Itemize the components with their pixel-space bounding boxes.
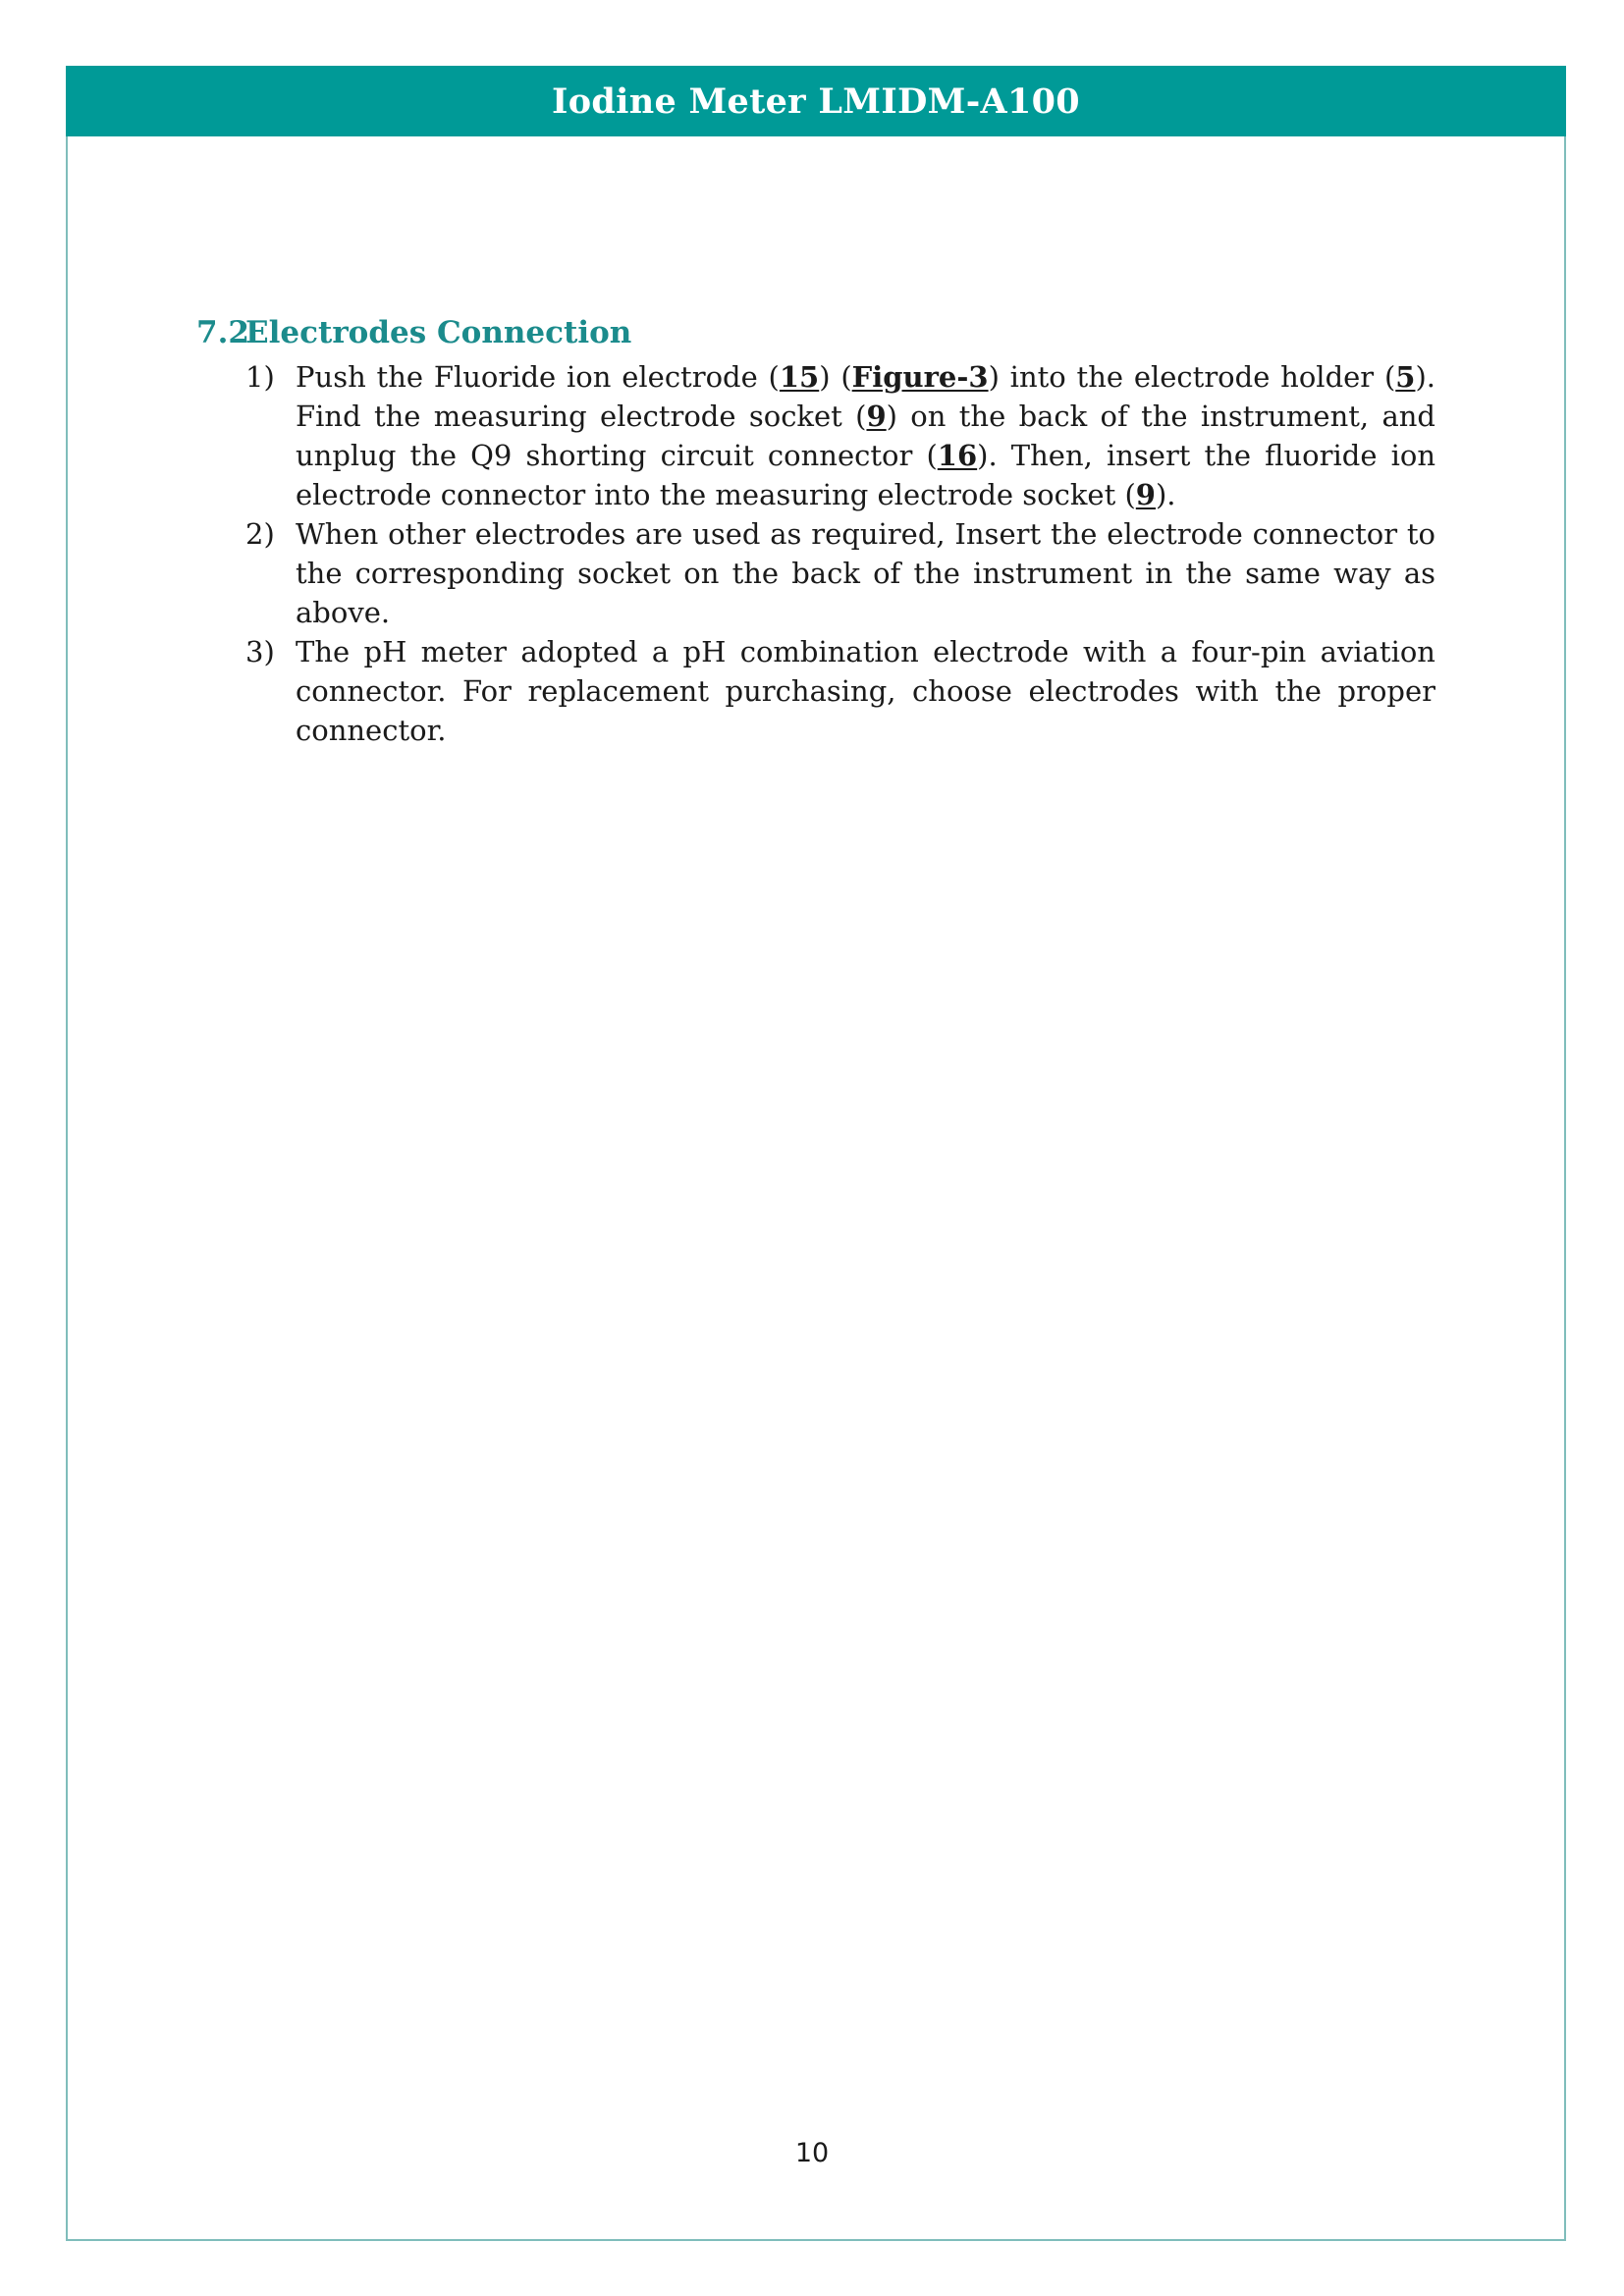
ref-item-16: 16 [937,439,978,472]
section-title: Electrodes Connection [245,315,632,350]
step-text: Push the Fluoride ion electrode (15) (Figure-3) into the electrode holder (5). Find the measuring electrode socket (9) on the back of the instrument, and unplug the Q9 shorting circuit connector (16). Then, insert the fluoride ion electrode connector into the measuring electrode socket (9). [296,360,1435,511]
header-bar [66,66,1566,136]
step-text: The pH meter adopted a pH combination electrode with a four-pin aviation connector. For replacement purchasing, choose electrodes with the proper connector. [296,635,1435,747]
ref-item-9: 9 [1135,478,1156,511]
steps-list [196,357,1435,750]
step-number: 1) [245,360,275,394]
document-title: Iodine Meter LMIDM-A100 [552,80,1080,122]
ref-item-5: 5 [1395,360,1416,394]
section-electrodes-connection [196,312,1435,750]
section-number: 7.2 [196,315,249,350]
section-heading [196,312,1435,353]
ref-item-9: 9 [866,400,887,433]
step-item [196,632,1435,750]
step-number: 2) [245,517,275,551]
page-number: 10 [794,2138,830,2168]
step-text: When other electrodes are used as required, Insert the electrode connector to the corresponding socket on the back of the instrument in the same way as above. [296,517,1435,629]
step-number: 3) [245,635,275,668]
step-item [196,357,1435,514]
step-item [196,514,1435,632]
ref-figure-3: Figure-3 [851,360,989,394]
ref-item-15: 15 [779,360,820,394]
